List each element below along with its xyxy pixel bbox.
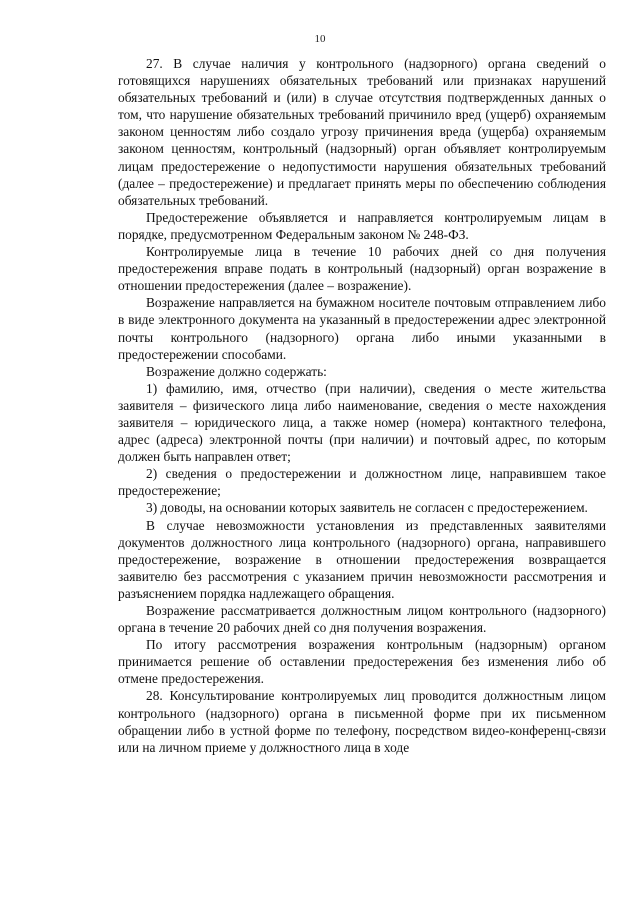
document-body [118, 55, 606, 756]
list-item-2: 2) сведения о предостережении и должностном лице, направившем такое предостережение; [118, 466, 606, 499]
paragraph-objection-delivery: Возражение направляется на бумажном носителе почтовым отправлением либо в виде электронного документа на указанный в предостережении адрес электронной почты контрольного (надзорного) органа либо иными указанными в предостережении способами. [118, 295, 606, 362]
paragraph-objection-right: Контролируемые лица в течение 10 рабочих дней со дня получения предостережения вправе подать в контрольный (надзорный) орган возражение в отношении предостережения (далее – возражение). [118, 244, 606, 294]
list-item-1: 1) фамилию, имя, отчество (при наличии), сведения о месте жительства заявителя – физического лица либо наименование, сведения о месте нахождения заявителя – юридического лица, а также номер (номера) контактного телефона, адрес (адреса) электронной почты (при наличии) и почтовый адрес, по которым должен быть направлен ответ; [118, 380, 606, 465]
paragraph-objection-return: В случае невозможности установления из представленных заявителями документов должностного лица контрольного (надзорного) органа, направившего предостережение, возражение в отношении предостережения возвращается заявителю без рассмотрения с указанием причин невозможности рассмотрения и разъяснением порядка надлежащего обращения. [118, 517, 606, 601]
page-number: 10 [314, 33, 326, 45]
paragraph-objection-contents: Возражение должно содержать: [146, 363, 327, 379]
paragraph-28-consulting: 28. Консультирование контролируемых лиц проводится должностным лицом контрольного (надзорного) органа в письменной форме при их письменном обращении либо в устной форме по телефону, посредством видео-конференц-связи или на личном приеме у должностного лица в ходе [118, 688, 606, 755]
list-item-3: 3) доводы, на основании которых заявитель не согласен с предостережением. [146, 500, 588, 516]
paragraph-objection-review: Возражение рассматривается должностным лицом контрольного (надзорного) органа в течение 20 рабочих дней со дня получения возражения. [118, 603, 606, 636]
paragraph-warning-delivery: Предостережение объявляется и направляется контролируемым лицам в порядке, предусмотренном Федеральным законом № 248-ФЗ. [118, 209, 606, 242]
paragraph-27-warning: 27. В случае наличия у контрольного (надзорного) органа сведений о готовящихся нарушениях обязательных требований или признаках нарушений обязательных требований и (или) в случае отсутствия подтвержденных данных о том, что нарушение обязательных требований причинило вред (ущерб) охраняемым законом ценностям либо создало угрозу причинения вреда (ущерба) охраняемым законом ценностям, контрольный (надзорный) орган объявляет контролируемым лицам предостережение о недопустимости нарушения обязательных требований (далее – предостережение) и предлагает принять меры по обеспечению соблюдения обязательных требований. [118, 56, 606, 208]
paragraph-review-result: По итогу рассмотрения возражения контрольным (надзорным) органом принимается решение об оставлении предостережения без изменения либо об отмене предостережения. [118, 637, 606, 687]
